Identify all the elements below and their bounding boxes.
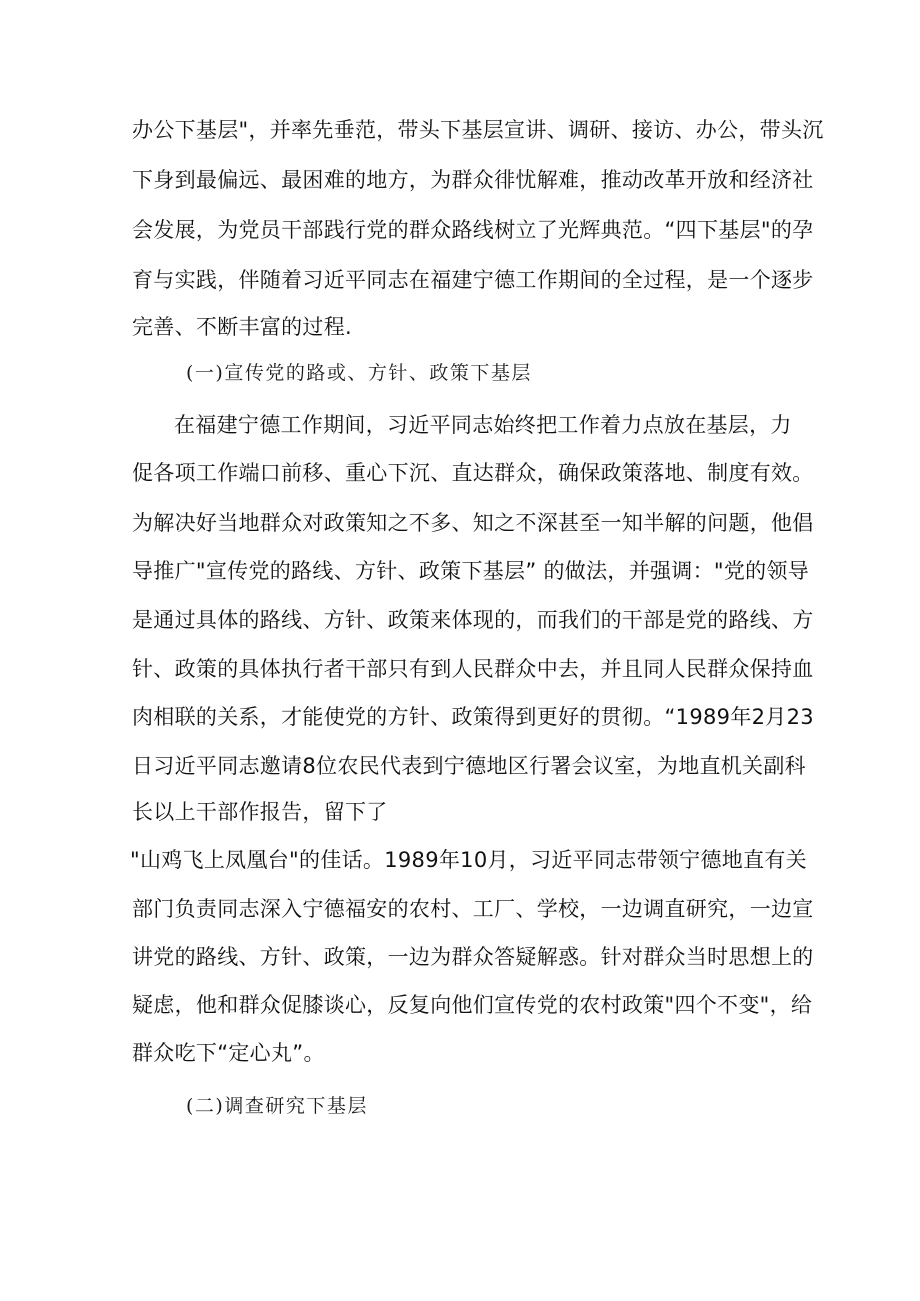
paragraph-1-line: 在福建宁德工作期间，习近平同志始终把工作着力点放在基层，力 — [174, 413, 792, 437]
paragraph-1-line: 疑虑，他和群众促膝谈心，反复向他们宣传党的农村政策"四个不变"，给 — [132, 993, 813, 1017]
paragraph-1-line: 是通过具体的路线、方针、政策来体现的，而我们的干部是党的路线、方 — [132, 608, 814, 632]
paragraph-1-line: 日习近平同志邀请8位农民代表到宁德地区行署会议室，为地直机关副科 — [132, 754, 806, 778]
paragraph-1-line: 长以上干部作报告，留下了 — [132, 800, 388, 824]
paragraph-intro-line: 下身到最偏远、最困难的地方，为群众徘忧解难，推动改革开放和经济社 — [132, 168, 814, 192]
paragraph-1-line: 针、政策的具体执行者干部只有到人民群众中去，并且同人民群众保持血 — [132, 657, 814, 681]
paragraph-1-line: 导推广"宣传党的路线、方针、政策下基层” 的做法，并强调："党的领导 — [132, 559, 810, 583]
paragraph-1-line: 为解决好当地群众对政策知之不多、知之不深甚至一知半解的问题，他倡 — [132, 511, 814, 535]
paragraph-1-line: 群众吃下“定心丸”。 — [132, 1041, 325, 1065]
paragraph-1-line: 讲党的路线、方针、政策，一边为群众答疑解惑。针对群众当时思想上的 — [132, 945, 814, 969]
section-heading-2: (二)调查研究下基层 — [186, 1095, 368, 1117]
paragraph-intro-line: 会发展，为党员干部践行党的群众路线树立了光辉典范。“四下基层"的孕 — [132, 218, 814, 242]
paragraph-intro-line: 办公下基层"，并率先垂范，带头下基层宣讲、调研、接访、办公，带头沉 — [132, 118, 824, 142]
paragraph-1-line: "山鸡飞上凤凰台"的佳话。1989年10月，习近平同志带领宁德地直有关 — [130, 848, 807, 872]
section-heading-1: (一)宣传党的路或、方针、政策下基层 — [186, 362, 532, 384]
paragraph-intro-line: 完善、不断丰富的过程. — [132, 315, 352, 339]
paragraph-intro-line: 育与实践，伴随着习近平同志在福建宁德工作期间的全过程，是一个逐步 — [132, 268, 814, 292]
paragraph-1-line: 部门负责同志深入宁德福安的农村、工厂、学校，一边调直研究，一边宣 — [132, 897, 814, 921]
paragraph-1-line: 促各项工作端口前移、重心下沉、直达群众，确保政策落地、制度有效。 — [132, 461, 814, 485]
paragraph-1-line: 肉相联的关系，才能使党的方针、政策得到更好的贯彻。“1989年2月23 — [132, 705, 814, 729]
